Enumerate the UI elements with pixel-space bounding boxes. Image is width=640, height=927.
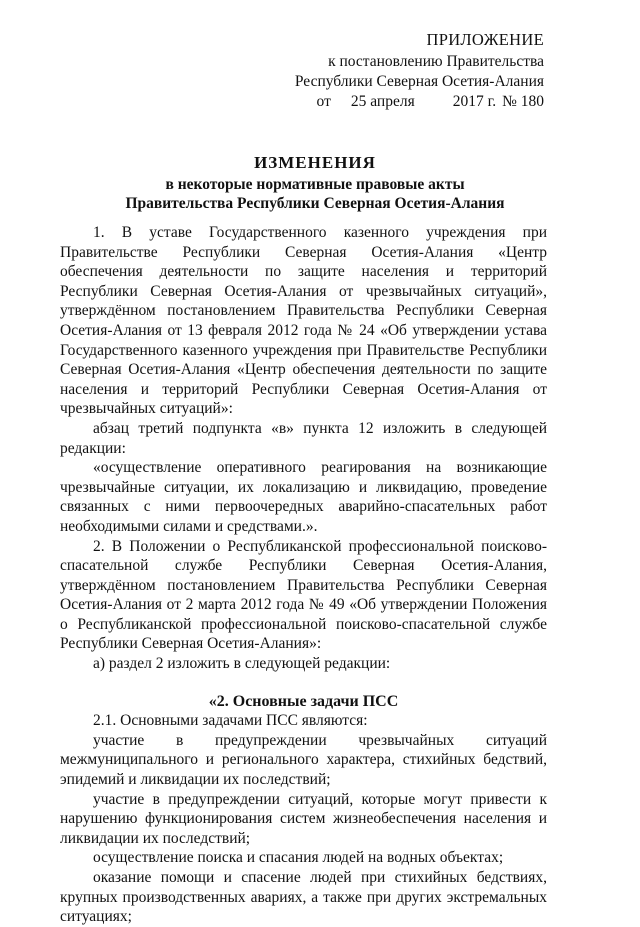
document-subtitle-2: Правительства Республики Северная Осетия-Алания bbox=[125, 195, 505, 212]
paragraph-5: а) раздел 2 изложить в следующей редакции: bbox=[93, 655, 391, 673]
document-number: № 180 bbox=[502, 93, 544, 110]
date-day-month: 25 апреля bbox=[350, 93, 415, 110]
paragraph-4: 2. В Положении о Республиканской профессиональной поисково-спасательной службе Республики Северная Осетия-Алания, утверждённом постановлением Правительства Республики Северная Осетия-Алания от 2 марта 2012 года № 49 «Об утверждении Положения о Республиканской профессиональной поисково-спасательной службе Республики Северная Осетия-Алания»: bbox=[60, 537, 547, 653]
appendix-line-2: Республики Северная Осетия-Алания bbox=[294, 73, 544, 90]
section-heading: «2. Основные задачи ПСС bbox=[208, 692, 399, 710]
document-body bbox=[60, 223, 547, 927]
date-prefix: от bbox=[316, 93, 331, 110]
paragraph-2: абзац третий подпункта «в» пункта 12 изложить в следующей редакции: bbox=[60, 419, 547, 457]
date-year: 2017 г. bbox=[452, 93, 497, 110]
appendix-date-row bbox=[295, 92, 544, 112]
paragraph-8: участие в предупреждении ситуаций, которые могут привести к нарушению функционирования систем жизнеобеспечения населения и ликвидации их последствий; bbox=[60, 790, 547, 847]
paragraph-7: участие в предупреждении чрезвычайных ситуаций межмуниципального и регионального характера, стихийных бедствий, эпидемий и ликвидации их последствий; bbox=[60, 731, 547, 789]
title-block bbox=[60, 153, 570, 213]
document-subtitle-1: в некоторые нормативные правовые акты bbox=[165, 176, 465, 193]
paragraph-10: оказание помощи и спасение людей при стихийных бедствиях, крупных производственных авариях, а также при других экстремальных ситуациях; bbox=[60, 869, 547, 926]
paragraph-9: осуществление поиска и спасания людей на водных объектах; bbox=[93, 849, 504, 867]
document-title: ИЗМЕНЕНИЯ bbox=[254, 153, 376, 172]
paragraph-1: 1. В уставе Государственного казенного учреждения при Правительстве Республики Северная Осетия-Алания «Центр обеспечения деятельности по защите населения и территорий Республики Северная Осетия-Алания от чрезвычайных ситуаций», утверждённом постановлением Правительства Республики Северная Осетия-Алания от 13 февраля 2012 года № 24 «Об утверждении устава Государственного казенного учреждения при Правительстве Республики Северная Осетия-Алания «Центр обеспечения деятельности по защите населения и территорий Республики Северная Осетия-Алания от чрезвычайных ситуаций»: bbox=[60, 224, 547, 418]
appendix-block bbox=[295, 30, 544, 112]
paragraph-3: «осуществление оперативного реагирования на возникающие чрезвычайные ситуации, их локализацию и ликвидацию, проведение связанных с ними первоочередных аварийно-спасательных работ необходимыми силами и средствами.». bbox=[60, 459, 547, 535]
appendix-line-1: к постановлению Правительства bbox=[328, 53, 544, 70]
appendix-heading: ПРИЛОЖЕНИЕ bbox=[426, 30, 544, 49]
paragraph-6: 2.1. Основными задачами ПСС являются: bbox=[93, 712, 368, 730]
